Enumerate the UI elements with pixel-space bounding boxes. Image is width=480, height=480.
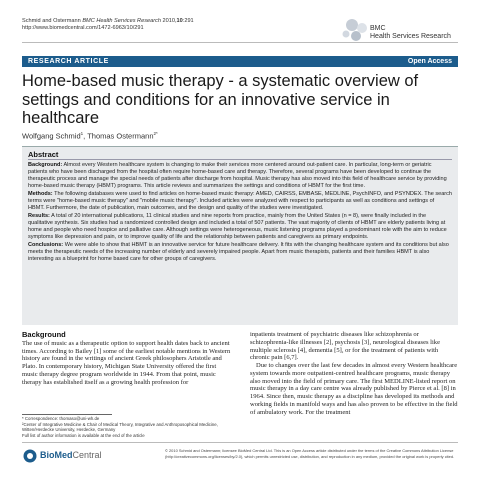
citation-url[interactable]: http://www.biomedcentral.com/1472-6963/10/291 — [22, 25, 144, 31]
body-paragraph: The use of music as a therapeutic option to support health dates back to ancient times. According to Bailey [1] some of the earliest notable mentions in Western history are found in the writings of ancient Greek philosophers Aristotle and Plato. In contemporary history, Michigan State University offered the first music therapy degree program worldwide in 1944. From that point, music therapy has established itself as a growing health profession for — [22, 339, 231, 386]
abstract-body — [28, 162, 452, 264]
journal-name: BMC Health Services Research — [370, 25, 451, 40]
author-2[interactable]: Thomas Ostermann — [87, 131, 154, 141]
author-info-note: Full list of author information is available at the end of the article — [22, 432, 145, 438]
abstract-methods: Methods: The following databases were used to find articles on home-based music therapy: AMED, CAIRSS, EMBASE, MEDLINE, PsychINFO, and PSYNDEX. The search terms were "home-based music therapy" and "mobile music therapy". Included articles were analyzed with respect to participants as well as conditions and settings of HBMT. Furthermore, the date of publication, main outcomes, and the design and quality of the studies were investigated. — [28, 191, 453, 212]
header-divider — [22, 42, 458, 43]
abstract-conclusions: Conclusions: We were able to show that HBMT is an innovative service for future healthcare delivery. It fits with the changing healthcare system and its conditions but also meets the therapeutic needs of the increasing number of elderly and severely impaired people. Apart from music therapists, patients and their families HBMT is also interesting as a blueprint for home based care for other groups of caregivers. — [28, 242, 449, 263]
article-type-band — [22, 56, 458, 67]
body-column-right — [250, 331, 459, 416]
copyright-notice: © 2010 Schmid and Ostermann; licensee BioMed Central Ltd. This is an Open Access article distributed under the terms of the Creative Commons Attribution License (http://creativecommons.org/licenses/by/2.0), which permits unrestricted use, distribution, and reproduction in any medium, provided the original work is properly cited. — [165, 448, 455, 459]
article-type: RESEARCH ARTICLE — [28, 58, 109, 65]
citation-line1: Schmid and Ostermann BMC Health Services Research 2010,10:291 — [22, 18, 194, 24]
abstract-background: Background: Almost every Western healthcare system is changing to make their services more centered around out-patient care. In particular, long-term or geriatric patients who have been discharged from the hospital often require home-based care and therapy. Therefore, several programs have been developed to continue the therapeutic process and manage the special needs of patients after discharge from hospital. Music therapy has also moved into this field of healthcare service by providing home-based music therapy (HBMT) programs. This article reviews and summarizes the settings and conditions of HBMT for the first time. — [28, 162, 447, 190]
body-paragraph: inpatients treatment of psychiatric diseases like schizophrenia or schizophrenia-like illnesses [2], psychosis [3], neurological diseases like multiple sclerosis [4], dementia [5], or for the treatment of patients with chronic pain [6,7]. — [250, 331, 440, 362]
footer-divider — [22, 442, 458, 443]
footnote — [22, 416, 231, 438]
correspondence: * Correspondence: thomaso@uni-wh.de — [22, 416, 100, 421]
citation — [22, 18, 194, 32]
footnote-divider — [22, 414, 112, 415]
body-column-left — [22, 331, 231, 386]
background-heading: Background — [22, 330, 66, 339]
body-paragraph: Due to changes over the last few decades in almost every Western healthcare system towards more outpatient-centred healthcare programs, music therapy also moved into the field of primary care. The first MEDLINE-listed report on music therapy in a day care centre was already published by Pierce et al. [8] in 1964. Since then, music therapy as a discipline has developed its methods and working fields in manifold ways and has also proven to be effective in the field of ambulatory work. For the treatment — [250, 362, 458, 416]
abstract-box — [22, 146, 458, 325]
biomed-central-wordmark: BioMedCentral — [40, 450, 102, 460]
authors: Wolfgang Schmid$^1$, Thomas Ostermann$^{2*}$ — [22, 131, 158, 141]
author-1[interactable]: Wolfgang Schmid — [22, 131, 81, 141]
article-title: Home-based music therapy - a systematic overview of settings and conditions for an innovative service in healthcare — [22, 72, 419, 127]
abstract-divider — [28, 159, 452, 160]
affiliation: ²Center of Integrative Medicine & Chair of Medical Theory, Integrative and Anthroposophical Medicine, Witten/Herdecke University, Herdecke, Germany — [22, 421, 218, 432]
abstract-heading: Abstract — [28, 150, 59, 159]
abstract-results: Results: A total of 20 international publications, 11 clinical studies and nine reports from practice, mainly from the United States (n = 8), were finally included in the qualitative synthesis. Six studies had a randomized controlled design and included a total of 507 patients. The vast majority of clients of HBMT are elderly patients living at home and people who need hospice and palliative care. Although settings were heterogeneous, music listening programs played a predominant role with the aim to reduce symptoms like depression and pain, or to improve quality of life and the relationship between patients and caregivers as primary endpoints. — [28, 213, 447, 241]
open-access-label: Open Access — [407, 58, 452, 65]
